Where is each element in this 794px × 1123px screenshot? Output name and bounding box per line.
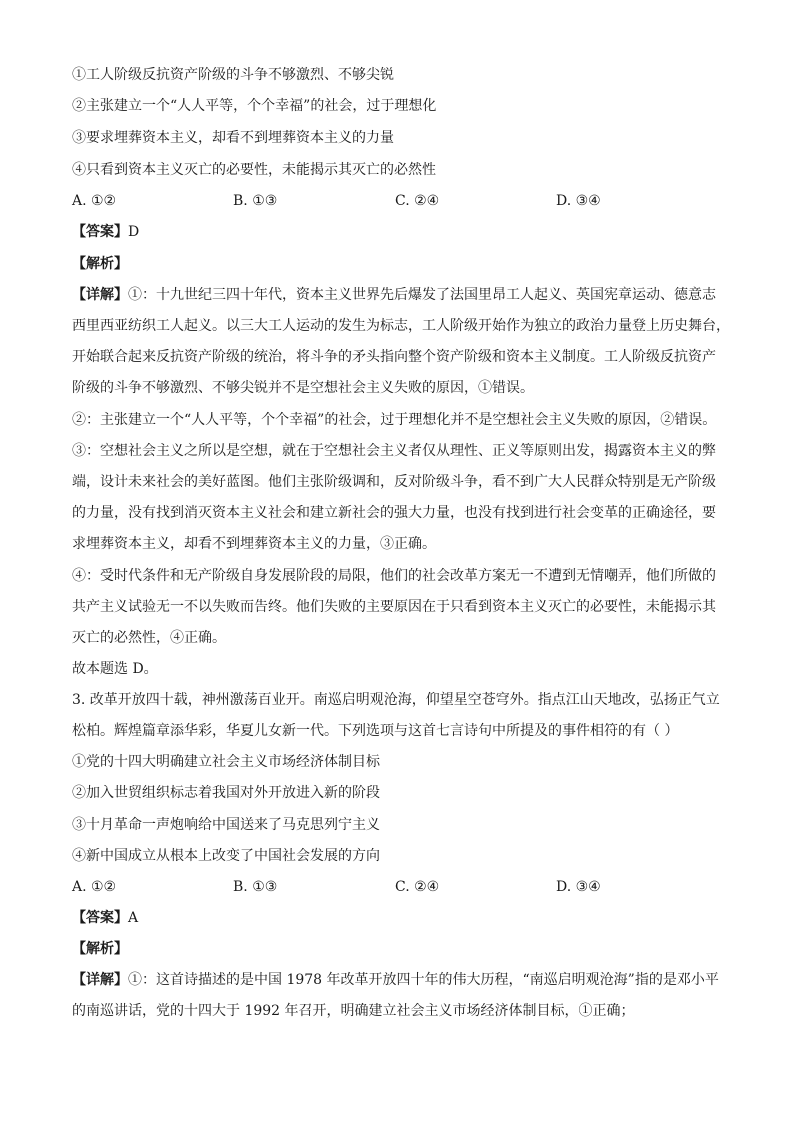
q2-answer bbox=[72, 222, 139, 242]
q2-analysis-heading: 【解析】 bbox=[72, 256, 128, 272]
q3-answer bbox=[72, 908, 138, 928]
q3-statement-2: ②加入世贸组织标志着我国对外开放进入新的阶段 bbox=[72, 785, 380, 801]
q2-option-b: B. ①③ bbox=[233, 193, 278, 209]
detail-tag: 【详解】 bbox=[72, 972, 128, 988]
q3-stem-line-1: 3. 改革开放四十载，神州激荡百业开。南巡启明观沧海，仰望星空苍穹外。指点江山天地改，弘扬正气立 bbox=[72, 692, 720, 708]
detail-text: ①：十九世纪三四十年代，资本主义世界先后爆发了法国里昂工人起义、英国宪章运动、德意志 bbox=[128, 287, 716, 303]
q2-detail-line-6: ③：空想社会主义之所以是空想，就在于空想社会主义者仅从理性、正义等原则出发，揭露资本主义的弊 bbox=[72, 443, 716, 459]
answer-tag: 【答案】 bbox=[72, 910, 128, 926]
q2-detail-line-8: 的力量，没有找到消灭资本主义社会和建立新社会的强大力量，也没有找到进行社会变革的正确途径，要 bbox=[72, 505, 716, 521]
q3-statement-3: ③十月革命一声炮响给中国送来了马克思列宁主义 bbox=[72, 817, 380, 833]
q2-conclusion: 故本题选 D。 bbox=[72, 661, 158, 677]
q2-detail-line-9: 求埋葬资本主义，却看不到埋葬资本主义的力量，③正确。 bbox=[72, 536, 436, 552]
q2-option-a: A. ①② bbox=[72, 193, 117, 209]
q3-stem-line-2: 松柏。辉煌篇章添华彩，华夏儿女新一代。下列选项与这首七言诗句中所提及的事件相符的有（ ） bbox=[72, 723, 679, 739]
q2-detail-line-4: 阶级的斗争不够激烈、不够尖锐并不是空想社会主义失败的原因，①错误。 bbox=[72, 380, 534, 396]
q3-option-a: A. ①② bbox=[72, 879, 117, 895]
q2-detail-line-1 bbox=[72, 285, 716, 305]
answer-value: A bbox=[128, 910, 139, 926]
q2-statement-2: ②主张建立一个“人人平等，个个幸福”的社会，过于理想化 bbox=[72, 98, 437, 114]
q2-detail-line-10: ④：受时代条件和无产阶级自身发展阶段的局限，他们的社会改革方案无一不遭到无情嘲弄，他们所做的 bbox=[72, 568, 716, 584]
q3-detail-line-1 bbox=[72, 970, 719, 990]
q2-option-d: D. ③④ bbox=[556, 193, 601, 209]
detail-text: ①：这首诗描述的是中国 1978 年改革开放四十年的伟大历程，“南巡启明观沧海”指的是邓小平 bbox=[128, 972, 719, 988]
q3-analysis-heading: 【解析】 bbox=[72, 941, 128, 957]
q2-option-c: C. ②④ bbox=[395, 193, 440, 209]
q3-option-d: D. ③④ bbox=[556, 879, 601, 895]
q3-statement-4: ④新中国成立从根本上改变了中国社会发展的方向 bbox=[72, 848, 380, 864]
q2-detail-line-2: 西里西亚纺织工人起义。以三大工人运动的发生为标志，工人阶级开始作为独立的政治力量登上历史舞台， bbox=[72, 318, 730, 334]
answer-value: D bbox=[128, 224, 140, 240]
q2-detail-line-3: 开始联合起来反抗资产阶级的统治，将斗争的矛头指向整个资产阶级和资本主义制度。工人阶级反抗资产 bbox=[72, 349, 716, 365]
q3-option-b: B. ①③ bbox=[233, 879, 278, 895]
detail-tag: 【详解】 bbox=[72, 287, 128, 303]
q2-detail-line-5: ②：主张建立一个“人人平等，个个幸福”的社会，过于理想化并不是空想社会主义失败的原因，②错误。 bbox=[72, 412, 717, 428]
q2-statement-3: ③要求埋葬资本主义，却看不到埋葬资本主义的力量 bbox=[72, 130, 394, 146]
q2-detail-line-11: 共产主义试验无一不以失败而告终。他们失败的主要原因在于只看到资本主义灭亡的必要性，未能揭示其 bbox=[72, 599, 716, 615]
q3-statement-1: ①党的十四大明确建立社会主义市场经济体制目标 bbox=[72, 754, 380, 770]
q3-detail-line-2: 的南巡讲话，党的十四大于 1992 年召开，明确建立社会主义市场经济体制目标，①正确； bbox=[72, 1003, 635, 1019]
q2-detail-line-7: 端，设计未来社会的美好蓝图。他们主张阶级调和，反对阶级斗争，看不到广大人民群众特别是无产阶级 bbox=[72, 474, 716, 490]
q2-statement-1: ①工人阶级反抗资产阶级的斗争不够激烈、不够尖锐 bbox=[72, 67, 394, 83]
q3-option-c: C. ②④ bbox=[395, 879, 440, 895]
answer-tag: 【答案】 bbox=[72, 224, 128, 240]
q2-statement-4: ④只看到资本主义灭亡的必要性，未能揭示其灭亡的必然性 bbox=[72, 162, 436, 178]
q2-detail-line-12: 灭亡的必然性，④正确。 bbox=[72, 630, 226, 646]
